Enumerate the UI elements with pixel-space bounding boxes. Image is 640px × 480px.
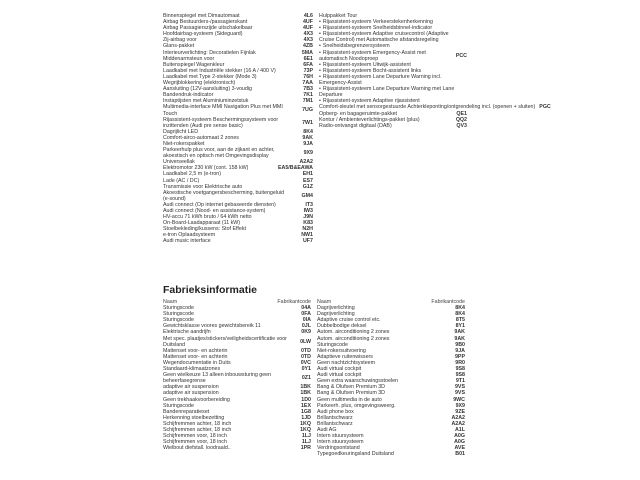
item-name: adaptive air suspension	[163, 390, 219, 397]
item-name: Standaard-klimaatzones	[163, 366, 221, 373]
list-item	[163, 147, 313, 159]
item-name: Bang & Olufsen Premium 3D	[317, 390, 386, 397]
item-name: Transmissie voor Elektrische auto	[163, 183, 243, 190]
item-code: IW3	[303, 208, 313, 214]
item-code: AVE	[454, 445, 465, 452]
item-code: 9S8	[455, 366, 465, 373]
item-name: Dagrijverlichting	[317, 305, 355, 312]
list-item	[163, 238, 313, 244]
item-code: 9PP	[454, 353, 465, 360]
item-code: 9B0	[455, 341, 465, 348]
item-name: Mattenset voor- en achterin	[163, 347, 228, 354]
item-code: 9ZE	[455, 408, 465, 415]
item-name: Verdringsontstand	[317, 445, 360, 452]
item-name: Schijfremmen voor, 18 inch	[163, 439, 227, 446]
item-code: 8T5	[455, 317, 465, 324]
item-name: Sturingscode	[317, 341, 348, 348]
item-name: Intern stuursysteem	[317, 433, 364, 440]
item-name: Wielbout diefstall. loodraald..	[163, 445, 231, 452]
item-code: IT3	[305, 201, 313, 208]
item-name: Mattenset voor- en achterin	[163, 353, 228, 360]
item-name: • Snelheidsbegrenzersysteem	[319, 43, 390, 49]
item-name: Dagrijlicht LED	[163, 128, 199, 135]
item-code: 1BK	[300, 384, 311, 391]
item-code: 4X3	[303, 37, 313, 44]
item-name: Lade (AC / DC)	[163, 177, 200, 184]
item-name: Laadkabel 2,5 m (e-tron)	[163, 171, 222, 178]
item-code: 8K4	[455, 305, 465, 312]
item-code: 0FA	[301, 311, 311, 318]
item-code: 5MA	[301, 49, 313, 56]
item-name: Dubbelbodige deksel	[317, 323, 367, 330]
item-name: • Rijassistent-systeem Bocht-assistent links	[319, 68, 421, 74]
item-code: 6FA	[303, 61, 313, 68]
list-item	[163, 104, 313, 116]
column-header-code: Fabrikantcode	[277, 299, 311, 305]
item-code: 76H	[303, 73, 313, 80]
item-code: UF7	[302, 238, 313, 245]
item-code: EH1	[302, 171, 313, 178]
factory-info-table-left	[163, 299, 311, 451]
item-code: 73P	[303, 67, 313, 74]
item-code: 1PR	[300, 445, 311, 452]
list-item	[163, 372, 311, 384]
item-code: 9AK	[454, 329, 465, 336]
item-code: 1LJ	[301, 433, 311, 440]
item-name: Hulppakket Tour	[319, 13, 358, 19]
item-code: 1KQ	[300, 426, 311, 433]
item-code: 8Y1	[455, 323, 465, 330]
item-name: Binnenspiegel met Dimautomaat	[163, 13, 240, 19]
item-code: 1BK	[300, 390, 311, 397]
item-code: 9X9	[455, 402, 465, 409]
column-header-code: Fabrikantcode	[431, 299, 465, 305]
list-item	[319, 74, 467, 86]
item-code: 1D0	[301, 396, 311, 403]
item-name: Middenarmsteun voor	[163, 55, 215, 62]
item-code: 9WC	[453, 396, 465, 403]
item-name: Radio-ontvangst digitaal (DAB)	[319, 122, 392, 129]
item-name: Comfort-airco-automaat 2 zones	[163, 134, 239, 141]
item-code: ES7	[302, 177, 313, 184]
item-name: Geen trekhaakvoorbereiding	[163, 396, 230, 403]
section-title: Fabrieksinformatie	[163, 284, 257, 296]
list-item	[319, 31, 467, 43]
item-name: Autom. airconditioning 2 zones	[317, 335, 390, 342]
item-code: G1Z	[302, 183, 313, 190]
item-code: A2A2	[451, 420, 465, 427]
column-header-name: Naam	[317, 299, 332, 305]
item-name: Comfort-sleutel met sensorgestuurde Achterkleponting/ontgrendeling incl. (openen + sluiten)	[319, 104, 536, 111]
item-code: NW1	[301, 232, 313, 239]
item-code: 0IA	[302, 317, 311, 324]
item-code: 7W1	[302, 119, 313, 126]
options-list-right	[319, 13, 551, 129]
item-code: 7K1	[303, 92, 313, 99]
item-name: Audi phone box	[317, 408, 354, 415]
item-name: Autom. airconditioning 2 zones	[317, 329, 390, 336]
item-code: 7M1	[302, 98, 313, 105]
item-code: 9S8	[455, 372, 465, 379]
item-code: 6E1	[303, 55, 313, 62]
item-name: Typegoedkeuringsland Duitsland	[317, 451, 394, 458]
list-item	[163, 336, 311, 348]
item-name: Geen extra waarschuwingsstoelen	[317, 378, 398, 385]
item-name: Niet-rokersuitvoering	[317, 347, 366, 354]
item-name: Airbag Bestuurders-/passagierskant	[163, 19, 248, 26]
item-name: Schijfremmen achter, 18 inch	[163, 420, 232, 427]
item-name: Sturingscode	[163, 317, 194, 324]
item-code: J9N	[303, 214, 313, 221]
item-code: 7UG	[302, 107, 313, 114]
item-name: • Rijassistent-systeem Adaptive cruisecontrol (Adaptive Cruise Control) met Automatische afstandsregeling	[319, 31, 463, 43]
item-name: Schijfremmen voor, 18 inch	[163, 433, 227, 440]
item-name: • Rijassistent-systeem Lane Departure Warning incl. Emergency-Assist	[319, 74, 463, 86]
item-code: A1L	[454, 426, 465, 433]
list-item	[163, 190, 313, 202]
list-item	[163, 445, 311, 451]
item-code: 7B3	[303, 86, 313, 93]
item-code: A0G	[454, 439, 465, 446]
item-name: • Rijassistent-systeem Verkeerstekenherkenning	[319, 19, 433, 25]
item-name: Wegendocumentatie in Duits	[163, 359, 231, 366]
item-name: Opberg- en bagageruimte-pakket	[319, 110, 398, 117]
item-code: 4UF	[302, 19, 313, 26]
item-name: Audi connect (Op internet gebaseerde diensten)	[163, 201, 276, 208]
item-code: PGC	[539, 104, 551, 111]
item-name: Laadkabel met Type 2-stekker (Mode 3)	[163, 73, 257, 80]
item-code: 1G8	[300, 408, 311, 415]
item-code: 0Z1	[301, 375, 311, 382]
item-name: Audi connect (Nood- en assistance-system)	[163, 208, 266, 214]
item-name: Stoelbekleding/kussens: Stof Effekt	[163, 226, 246, 233]
item-code: 9VS	[454, 390, 465, 397]
item-code: A2A2	[299, 159, 313, 166]
item-code: EA5/B&EAWA	[277, 165, 313, 172]
item-name: Met spec. plaatjes/stickers/veiligheidscertificatie voor Duitsland	[163, 335, 287, 348]
item-name: Wegrijblokkering (elektronisch)	[163, 80, 236, 87]
item-code: 9VS	[454, 384, 465, 391]
item-code: 1KQ	[300, 420, 311, 427]
item-code: K83	[303, 220, 313, 227]
item-code: 4ZB	[302, 43, 313, 50]
item-name: Dagrijverlichting	[317, 311, 355, 318]
item-name: Herkenning stoelbezetting	[163, 414, 225, 421]
item-code: 0VC	[300, 359, 311, 366]
item-code: 4UF	[302, 25, 313, 32]
item-code: 0TD	[300, 347, 311, 354]
options-list-left	[163, 13, 313, 245]
item-name: Elektromotor 230 kW (cont. 158 kW)	[163, 165, 249, 172]
item-name: • Rijassistent-systeem Emergency-Assist met automatisch Noodoproep	[319, 50, 452, 62]
item-code: A0G	[454, 433, 465, 440]
item-code: 0K9	[301, 329, 311, 336]
item-name: Bandenreparatieset	[163, 408, 210, 415]
item-name: Elektrische aandrijfn	[163, 329, 211, 336]
item-name: Schijfremmen achter, 18 inch	[163, 426, 232, 433]
item-code: QV3	[456, 122, 467, 129]
item-code: 04A	[301, 305, 311, 312]
item-code: 9AK	[454, 335, 465, 342]
item-name: Gewichtsklasse voores gewichtsbereik 11	[163, 323, 261, 330]
item-name: HV-accu 71 kWh bruto / 64 kWh netto	[163, 214, 252, 221]
item-name: Sturingscode	[163, 305, 194, 312]
item-code: 1LJ	[301, 439, 311, 446]
item-code: 0TD	[300, 353, 311, 360]
item-code: 4L6	[303, 13, 313, 19]
item-name: • Rijassistent-systeem Adaptive rijassistent	[319, 98, 420, 104]
item-name: Sturingscode	[163, 402, 194, 409]
list-item	[163, 117, 313, 129]
item-code: 0JL	[301, 323, 311, 330]
item-code: 1EX	[300, 402, 311, 409]
item-name: Audi virtual cockpit	[317, 372, 362, 379]
item-name: Adaptive cruise control etc.	[317, 317, 381, 324]
item-name: • Rijassistent-systeem Snelheidsbinnel-indicator	[319, 25, 432, 31]
item-name: Akoestische voetgangersbescherming, buitengeluid (e-sound)	[163, 189, 285, 202]
list-item	[319, 86, 467, 98]
item-name: Hoofdairbag-systeem (Sideguard)	[163, 31, 243, 38]
item-name: Intern stuursysteem	[317, 439, 364, 446]
item-code: 8K4	[303, 128, 313, 135]
item-code: 4X3	[303, 31, 313, 38]
item-code: 9R0	[455, 359, 465, 366]
item-name: Brillantschwarz	[317, 420, 353, 427]
item-name: adaptive air suspension	[163, 384, 219, 391]
item-code: QQ2	[455, 116, 467, 123]
item-name: Parkeerhulp plus voor, aan de zijkant en achter, akoestisch en optisch met Omgevingsdisplay	[163, 147, 275, 160]
item-code: PCC	[455, 52, 467, 59]
item-code: 9X9	[303, 150, 313, 157]
item-name: Airbag Passagierszijde uitschakelbaar	[163, 25, 253, 32]
item-name: Zij-airbag voor	[163, 37, 197, 44]
item-name: Interieurverlichting: Decoratielen Fijnlak	[163, 49, 256, 56]
factory-info-table-right	[317, 299, 465, 457]
item-name: Bang & Olufsen Premium 3D	[317, 384, 386, 391]
item-code: 9T1	[455, 378, 465, 385]
item-code: 0LW	[300, 338, 311, 345]
item-name: e-tron Oplaadsysteem	[163, 232, 216, 239]
item-code: 7AA	[302, 80, 313, 87]
item-code	[463, 13, 467, 19]
item-name: Sturingscode	[163, 311, 194, 318]
item-name: Aansluiting (12V-aansluiting) 3-voudig	[163, 86, 252, 93]
item-name: Geen multimedia in de auto	[317, 396, 382, 403]
list-item	[317, 451, 465, 457]
column-header-name: Naam	[163, 299, 178, 305]
item-name: Universeellak	[163, 159, 195, 166]
item-name: Buitenspiegel Wagenkleur	[163, 61, 225, 68]
item-name: Niet-rokerspakket	[163, 140, 205, 147]
item-code: GM4	[301, 192, 313, 199]
item-name: Bandendruk-indicator	[163, 92, 214, 99]
item-name: Kontur / Ambienteverlichtings-pakket (plus)	[319, 116, 420, 123]
item-code: 9AK	[302, 134, 313, 141]
item-code: B01	[455, 451, 465, 458]
item-name: Instaptijsten met Aluminiuminzetstuk	[163, 98, 249, 105]
item-code: 8K4	[455, 311, 465, 318]
item-name: Parkeerh. plus, omgevingsweerg.	[317, 402, 396, 409]
item-name: Audi AG	[317, 426, 337, 433]
item-name: Laadkabel met Industriële stekker (16 A / 400 V)	[163, 67, 276, 74]
list-item	[319, 50, 467, 62]
list-item	[319, 123, 467, 129]
item-name: Audi virtual cockpit	[317, 366, 362, 373]
item-name: Glans-pakket	[163, 43, 195, 50]
item-name: • Rijassistent-systeem Lane Departure Warning met Lane Departure	[319, 86, 463, 98]
item-name: Geen nachtzichtsysteem	[317, 359, 375, 366]
item-name: Geen wielkeuze 13 alleen inbouwsturing geen beheerfasegrense	[163, 372, 272, 385]
item-code: A2A2	[451, 414, 465, 421]
item-code: 1JD	[301, 414, 311, 421]
item-code: N2H	[302, 226, 313, 233]
item-name: Multimedia-interface MMI Navigation Plus met MMI Touch	[163, 104, 283, 117]
item-name: On-Board-Laadapparaat (11 kW)	[163, 220, 241, 227]
item-code: 9JA	[303, 140, 313, 147]
item-code: QE1	[456, 110, 467, 117]
item-code: 0Y1	[301, 366, 311, 373]
item-name: • Rijassistent-systeem Uitwijk-assistent	[319, 62, 411, 68]
item-code: 9JA	[455, 347, 465, 354]
item-name: Audi music interface	[163, 238, 211, 245]
item-name: Brillantschwarz	[317, 414, 353, 421]
item-name: Adaptieve ruitenwissers	[317, 353, 373, 360]
item-name: Rijassistent-systeem Beschermingssysteem voor inzittenden (Audi pre sense basic)	[163, 116, 279, 129]
